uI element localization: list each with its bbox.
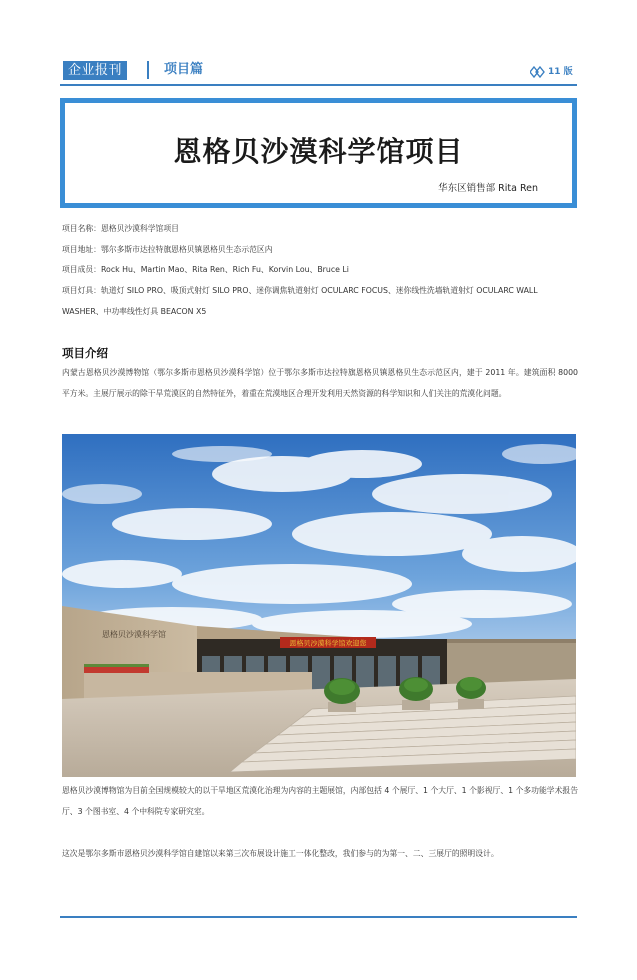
project-members: 项目成员：Rock Hu、Martin Mao、Rita Ren、Rich Fu、Korvin Lou、Bruce Li [62,265,349,275]
title-box [60,98,577,208]
page-number [548,64,573,80]
museum-photo [62,434,576,777]
footer-rule [60,916,577,918]
project-address: 项目地址：鄂尔多斯市达拉特旗恩格贝镇恩格贝生态示范区内 [62,244,273,254]
intro-heading: 项目介绍 [62,346,108,360]
project-fixtures: 项目灯具：轨道灯 SILO PRO、吸顶式射灯 SILO PRO、迷你调焦轨道射灯 OCULARC FOCUS、迷你线性洗墙轨道射灯 OCULARC WALL WASHER、中功率线性灯具 BEACON X5 [62,286,538,316]
page-number-suffix: 版 [563,67,573,77]
diamond-logo-icon [530,66,546,78]
header-rule [60,84,577,86]
project-info [62,219,580,323]
page-number-value: 11 [548,67,561,77]
intro-paragraph: 内蒙古恩格贝沙漠博物馆（鄂尔多斯市恩格贝沙漠科学馆）位于鄂尔多斯市达拉特旗恩格贝镇恩格贝生态示范区内，建于 2011 年。建筑面积 8000 平方米。主展厅展示的除干旱荒漠区的自然特征外，着重在荒漠地区合理开发利用天然资源的科学知识和人们关注的荒漠化问题。 [62,368,578,398]
photo-caption: 恩格贝沙漠博物馆为目前全国规模较大的以干旱地区荒漠化治理为内容的主题展馆，内部包括 4 个展厅、1 个大厅、1 个影视厅、1 个多功能学术报告厅、3 个图书室、4 个中科院专家研究室。 [62,786,578,816]
section-label: 项目篇 [164,62,204,77]
header-divider [147,61,149,79]
article-author: 华东区销售部 Rita Ren [438,183,538,194]
magazine-label: 企业报刊 [63,61,127,80]
article-title: 恩格贝沙漠科学馆项目 [173,135,464,168]
building-sign: 恩格贝沙漠科学馆 [102,630,166,639]
closing-paragraph: 这次是鄂尔多斯市恩格贝沙漠科学馆自建馆以来第三次布展设计施工一体化整改，我们参与的为第一、二、三展厅的照明设计。 [62,849,499,858]
banner-sign: 恩格贝沙漠科学馆欢迎您 [289,639,367,648]
project-name: 项目名称：恩格贝沙漠科学馆项目 [62,224,179,233]
